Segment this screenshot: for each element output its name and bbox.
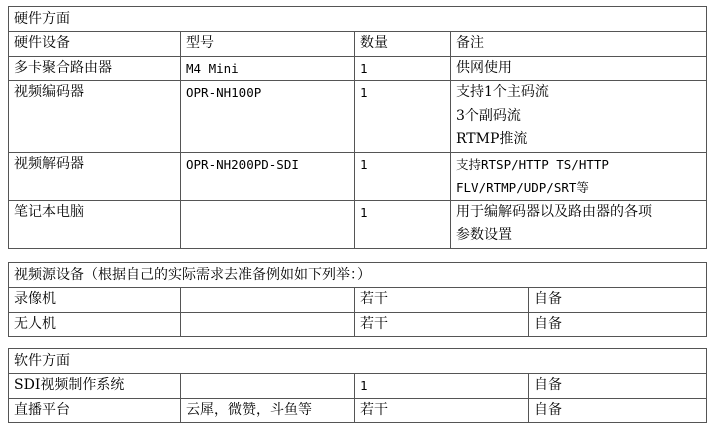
- device-cell: 录像机: [9, 288, 181, 313]
- model-cell: [181, 200, 355, 248]
- device-cell: 视频解码器: [9, 152, 181, 200]
- table-row: [9, 200, 707, 248]
- notes-line: 支持1个主码流: [456, 84, 549, 100]
- notes-cell: 自备: [529, 288, 707, 313]
- model-cell: OPR-NH200PD-SDI: [181, 152, 355, 200]
- notes-line: 支持RTSP/HTTP TS/HTTP: [456, 156, 609, 172]
- header-model: 型号: [181, 32, 355, 57]
- qty-cell: 1: [355, 200, 451, 248]
- table-row: [9, 81, 707, 153]
- model-cell: M4 Mini: [181, 56, 355, 81]
- table-row: [9, 374, 707, 399]
- video-source-table: [8, 262, 707, 337]
- qty-cell: 1: [355, 81, 451, 153]
- table-row: [9, 56, 707, 81]
- notes-line: 用于编解码器以及路由器的各项: [456, 203, 652, 220]
- hardware-section-title: 硬件方面: [9, 7, 707, 32]
- header-notes: 备注: [451, 32, 707, 57]
- qty-cell: 1: [355, 374, 529, 399]
- notes-cell: [451, 200, 707, 248]
- notes-line: 供网使用: [456, 59, 512, 76]
- header-device: 硬件设备: [9, 32, 181, 57]
- table-row: [9, 288, 707, 313]
- notes-line: 3个副码流: [456, 107, 521, 124]
- software-table: [8, 348, 707, 423]
- notes-cell: [451, 152, 707, 200]
- notes-line: 参数设置: [456, 227, 512, 243]
- qty-cell: 1: [355, 56, 451, 81]
- notes-cell: 自备: [529, 398, 707, 423]
- model-cell: [181, 288, 355, 313]
- notes-cell: [451, 56, 707, 81]
- video-source-section-title: 视频源设备（根据自己的实际需求去准备例如如下列举：）: [9, 263, 707, 288]
- notes-line: RTMP推流: [456, 131, 528, 147]
- qty-cell: 若干: [355, 288, 529, 313]
- device-cell: SDI视频制作系统: [9, 374, 181, 399]
- hardware-table: [8, 6, 707, 249]
- device-cell: 视频编码器: [9, 81, 181, 153]
- table-row: [9, 398, 707, 423]
- software-section-title: 软件方面: [9, 349, 707, 374]
- qty-cell: 若干: [355, 312, 529, 337]
- device-cell: 多卡聚合路由器: [9, 56, 181, 81]
- device-cell: 无人机: [9, 312, 181, 337]
- notes-line: FLV/RTMP/UDP/SRT等: [456, 180, 589, 195]
- notes-cell: [451, 81, 707, 153]
- model-cell: [181, 374, 355, 399]
- device-cell: 笔记本电脑: [9, 200, 181, 248]
- model-cell: OPR-NH100P: [181, 81, 355, 153]
- qty-cell: 1: [355, 152, 451, 200]
- table-row: [9, 152, 707, 200]
- table-row: [9, 312, 707, 337]
- notes-cell: 自备: [529, 374, 707, 399]
- model-cell: [181, 312, 355, 337]
- device-cell: 直播平台: [9, 398, 181, 423]
- hardware-header-row: [9, 32, 707, 57]
- qty-cell: 若干: [355, 398, 529, 423]
- header-qty: 数量: [355, 32, 451, 57]
- notes-cell: 自备: [529, 312, 707, 337]
- model-cell: 云犀，微赞，斗鱼等: [181, 398, 355, 423]
